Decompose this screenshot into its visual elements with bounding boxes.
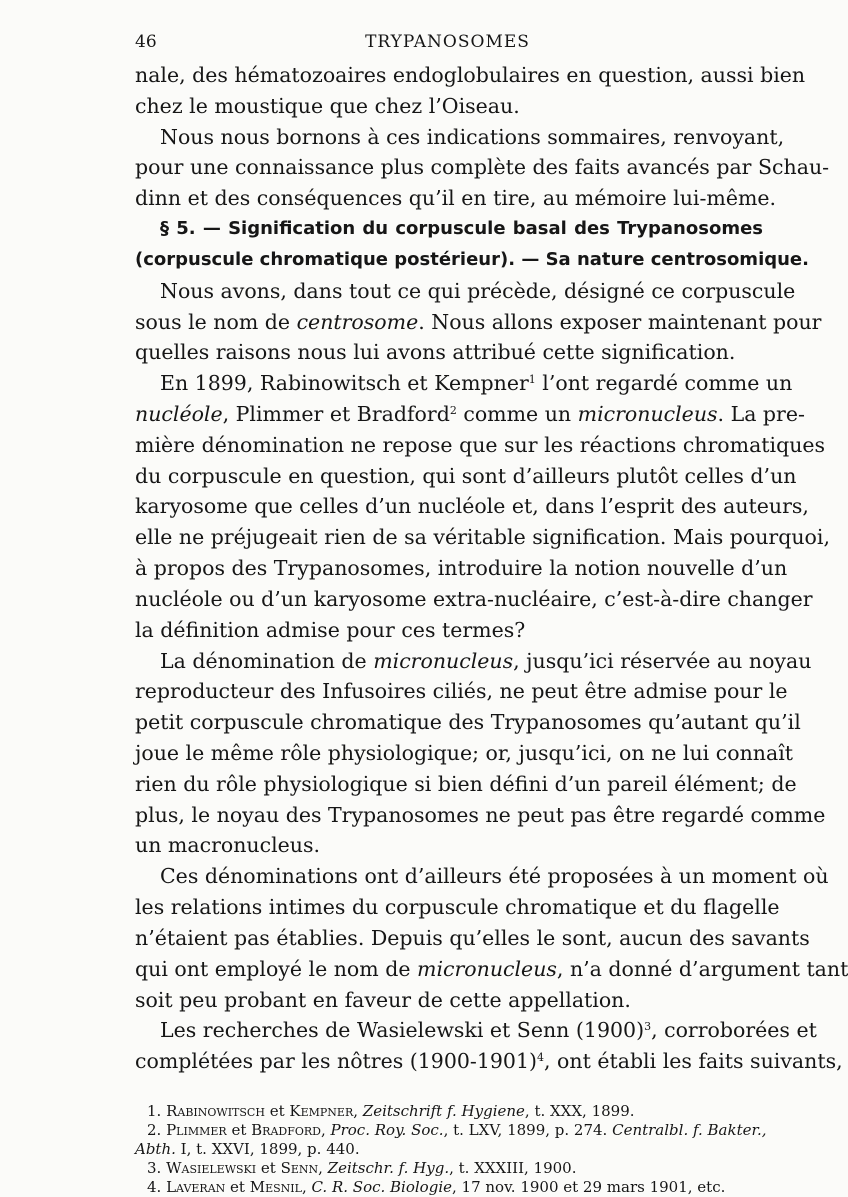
text-line: dinn et des conséquences qu’il en tire, au mémoire lui-même. <box>135 186 777 210</box>
text-line: rien du rôle physiologique si bien défini d’un pareil élément; de <box>135 772 797 796</box>
text-line: joue le même rôle physiologique; or, jusqu’ici, on ne lui connaît <box>135 741 794 765</box>
text-line: Nous avons, dans tout ce qui précède, désigné ce corpuscule <box>160 279 796 303</box>
text-line: karyosome que celles d’un nucléole et, dans l’esprit des auteurs, <box>135 494 809 518</box>
text-line: La dénomination de micronucleus, jusqu’ici réservée au noyau <box>160 649 812 673</box>
footnote: 3. Wasielewski et Senn, Zeitschr. f. Hyg., t. XXXIII, 1900. <box>147 1159 577 1177</box>
text-line: qui ont employé le nom de micronucleus, n’a donné d’argument tant <box>135 957 848 981</box>
text-line: du corpuscule en question, qui sont d’ailleurs plutôt celles d’un <box>135 464 797 488</box>
text-line: Nous nous bornons à ces indications sommaires, renvoyant, <box>160 125 785 149</box>
running-title: TRYPANOSOMES <box>365 32 530 52</box>
text-line: elle ne préjugeait rien de sa véritable signification. Mais pourquoi, <box>135 525 830 549</box>
footnote: 2. Plimmer et Bradford, Proc. Roy. Soc., t. LXV, 1899, p. 274. Centralbl. f. Bakter., <box>147 1121 767 1139</box>
footnote: 1. Rabinowitsch et Kempner, Zeitschrift f. Hygiene, t. XXX, 1899. <box>147 1102 635 1120</box>
text-line: sous le nom de centrosome. Nous allons exposer maintenant pour <box>135 310 822 334</box>
text-line: petit corpuscule chromatique des Trypanosomes qu’autant qu’il <box>135 710 801 734</box>
footnote: 4. Laveran et Mesnil, C. R. Soc. Biologie, 17 nov. 1900 et 29 mars 1901, etc. <box>147 1178 726 1196</box>
text-line: plus, le noyau des Trypanosomes ne peut pas être regardé comme <box>135 803 826 827</box>
text-line: En 1899, Rabinowitsch et Kempner$^1$ l’ont regardé comme un <box>160 371 793 395</box>
text-line: quelles raisons nous lui avons attribué cette signification. <box>135 340 736 364</box>
text-line: à propos des Trypanosomes, introduire la notion nouvelle d’un <box>135 556 788 580</box>
section-heading: § 5. — Signification du corpuscule basal des Trypanosomes <box>160 218 763 239</box>
text-line: nucléole, Plimmer et Bradford$^2$ comme un micronucleus. La pre- <box>135 402 805 426</box>
text-line: un macronucleus. <box>135 833 321 857</box>
text-line: Ces dénominations ont d’ailleurs été proposées à un moment où <box>160 864 829 888</box>
text-line: Les recherches de Wasielewski et Senn $(1900)^3$, corroborées et <box>160 1018 817 1042</box>
text-line: les relations intimes du corpuscule chromatique et du flagelle <box>135 895 780 919</box>
text-line: soit peu probant en faveur de cette appellation. <box>135 988 631 1012</box>
text-line: n’étaient pas établies. Depuis qu’elles le sont, aucun des savants <box>135 926 810 950</box>
page-number: 46 <box>135 32 157 52</box>
text-line: reproducteur des Infusoires ciliés, ne peut être admise pour le <box>135 679 788 703</box>
footnote-continuation: Abth. I, t. XXVI, 1899, p. 440. <box>135 1140 360 1158</box>
text-line: la définition admise pour ces termes? <box>135 618 526 642</box>
text-line: pour une connaissance plus complète des faits avancés par Schau- <box>135 155 830 179</box>
text-line: complétées par les nôtres (1900-1901)$^4$, ont établi les faits suivants, <box>135 1049 843 1073</box>
text-line: nale, des hématozoaires endoglobulaires en question, aussi bien <box>135 63 806 87</box>
page-header <box>135 32 760 56</box>
text-line: nucléole ou d’un karyosome extra-nucléaire, c’est-à-dire changer <box>135 587 813 611</box>
section-heading: (corpuscule chromatique postérieur). — Sa nature centrosomique. <box>135 249 809 270</box>
text-line: chez le moustique que chez l’Oiseau. <box>135 94 520 118</box>
text-line: mière dénomination ne repose que sur les réactions chromatiques <box>135 433 826 457</box>
